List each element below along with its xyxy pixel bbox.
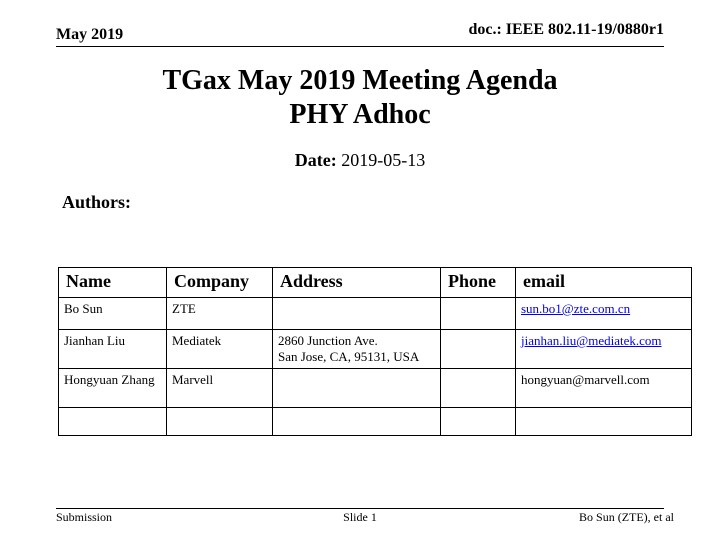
email-link[interactable]: sun.bo1@zte.com.cn <box>521 301 631 316</box>
table-row <box>59 298 692 330</box>
author-address <box>273 408 441 436</box>
slide-title <box>0 64 720 132</box>
col-header-phone: Phone <box>441 268 516 298</box>
author-company: Mediatek <box>167 330 273 369</box>
col-header-name: Name <box>59 268 167 298</box>
authors-table <box>58 267 692 436</box>
table-row <box>59 330 692 369</box>
col-header-company: Company <box>167 268 273 298</box>
author-name: Jianhan Liu <box>59 330 167 369</box>
author-name: Bo Sun <box>59 298 167 330</box>
address-line-2: San Jose, CA, 95131, USA <box>278 349 420 364</box>
title-line-2: PHY Adhoc <box>289 99 431 130</box>
title-line-1: TGax May 2019 Meeting Agenda <box>162 65 558 96</box>
author-email <box>516 298 692 330</box>
footer-author: Bo Sun (ZTE), et al <box>579 510 674 524</box>
date-line <box>0 150 720 171</box>
authors-heading: Authors: <box>62 192 132 212</box>
footer-submission: Submission <box>56 510 113 524</box>
author-address <box>273 369 441 408</box>
author-address <box>273 298 441 330</box>
author-email: hongyuan@marvell.com <box>516 369 692 408</box>
date-value: 2019-05-13 <box>341 150 426 170</box>
address-line-1: 2860 Junction Ave. <box>278 333 378 348</box>
author-company <box>167 408 273 436</box>
author-phone <box>441 369 516 408</box>
author-phone <box>441 298 516 330</box>
col-header-email: email <box>516 268 692 298</box>
footer-divider <box>56 508 664 509</box>
author-phone <box>441 408 516 436</box>
table-row <box>59 408 692 436</box>
author-name: Hongyuan Zhang <box>59 369 167 408</box>
header-divider <box>56 46 664 47</box>
author-company: Marvell <box>167 369 273 408</box>
email-link[interactable]: jianhan.liu@mediatek.com <box>521 333 662 348</box>
table-header-row <box>59 268 692 298</box>
header-doc-id: doc.: IEEE 802.11-19/0880r1 <box>468 21 664 38</box>
footer-slide-number: Slide 1 <box>343 510 377 524</box>
author-address <box>273 330 441 369</box>
table-row <box>59 369 692 408</box>
date-label: Date: <box>294 150 337 170</box>
author-email <box>516 330 692 369</box>
col-header-address: Address <box>273 268 441 298</box>
author-name <box>59 408 167 436</box>
author-phone <box>441 330 516 369</box>
header-date: May 2019 <box>56 26 124 43</box>
author-company: ZTE <box>167 298 273 330</box>
author-email <box>516 408 692 436</box>
